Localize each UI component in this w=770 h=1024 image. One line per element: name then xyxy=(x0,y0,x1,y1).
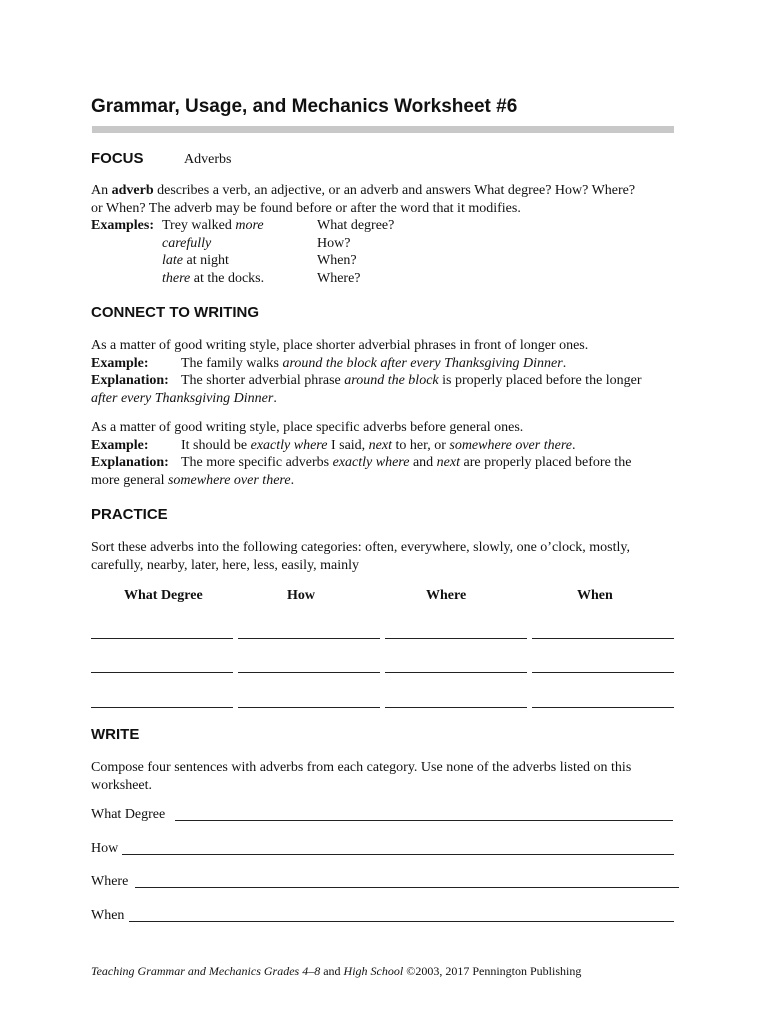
answer-blank[interactable] xyxy=(238,638,380,639)
focus-topic: Adverbs xyxy=(184,152,232,167)
adverb-term: adverb xyxy=(111,183,154,198)
column-heading-when: When xyxy=(577,588,613,603)
answer-blank[interactable] xyxy=(385,638,527,639)
write-prompt-label: When xyxy=(91,908,125,923)
intro-line-2: or When? The adverb may be found before or after the word that it modifies. xyxy=(91,200,521,216)
sentence-blank[interactable] xyxy=(129,921,674,922)
write-prompt-label: What Degree xyxy=(91,807,166,822)
practice-blank-row xyxy=(91,672,676,673)
answer-blank[interactable] xyxy=(532,707,674,708)
practice-line-1: Sort these adverbs into the following categories: often, everywhere, slowly, one o’clock, mostly, xyxy=(91,540,630,555)
example-sentence: It should be exactly where I said, next to her, or somewhere over there. xyxy=(181,437,576,453)
example-row: late at night xyxy=(162,253,229,268)
explanation-label: Explanation: xyxy=(91,373,169,388)
answer-blank[interactable] xyxy=(91,707,233,708)
write-line-2: worksheet. xyxy=(91,777,153,793)
answer-blank[interactable] xyxy=(385,672,527,673)
write-prompt-when xyxy=(91,907,679,925)
connect-rule-1: As a matter of good writing style, place shorter adverbial phrases in front of longer ones. xyxy=(91,338,589,353)
explanation-continued: after every Thanksgiving Dinner. xyxy=(91,390,277,406)
write-heading: WRITE xyxy=(91,726,140,743)
connect-rule-2: As a matter of good writing style, place specific adverbs before general ones. xyxy=(91,420,524,435)
practice-blank-row xyxy=(91,707,676,708)
answer-blank[interactable] xyxy=(91,672,233,673)
explanation-continued: more general somewhere over there. xyxy=(91,472,295,488)
answer-blank[interactable] xyxy=(91,638,233,639)
sentence-blank[interactable] xyxy=(175,820,673,821)
write-line-1: Compose four sentences with adverbs from each category. Use none of the adverbs listed on this xyxy=(91,760,632,775)
answer-blank[interactable] xyxy=(238,707,380,708)
example-question: What degree? xyxy=(317,218,395,233)
intro-line-1: An adverb describes a verb, an adjective, or an adverb and answers What degree? How? Where? xyxy=(91,183,636,198)
page-title: Grammar, Usage, and Mechanics Worksheet #6 xyxy=(91,96,518,117)
write-prompt-how xyxy=(91,840,679,858)
examples-label: Examples: xyxy=(91,218,154,233)
write-prompt-where xyxy=(91,873,679,891)
example-label: Example: xyxy=(91,437,149,453)
title-divider xyxy=(92,126,674,133)
sentence-blank[interactable] xyxy=(122,854,674,855)
explanation-sentence: The more specific adverbs exactly where and next are properly placed before the xyxy=(181,455,632,470)
answer-blank[interactable] xyxy=(385,707,527,708)
column-heading-what-degree: What Degree xyxy=(124,588,203,603)
connect-block-2 xyxy=(91,419,691,491)
connect-heading: CONNECT TO WRITING xyxy=(91,304,260,321)
write-prompt-label: How xyxy=(91,841,119,856)
example-label: Example: xyxy=(91,355,149,371)
sentence-blank[interactable] xyxy=(135,887,679,888)
write-instructions xyxy=(91,759,691,794)
column-heading-how: How xyxy=(287,588,315,603)
focus-label: FOCUS xyxy=(91,150,144,167)
practice-instructions xyxy=(91,539,691,574)
explanation-label: Explanation: xyxy=(91,455,169,470)
example-question: How? xyxy=(317,235,351,251)
connect-block-1 xyxy=(91,337,691,409)
example-sentence: The family walks around the block after every Thanksgiving Dinner. xyxy=(181,355,567,371)
page-footer: Teaching Grammar and Mechanics Grades 4–8 and High School ©2003, 2017 Pennington Publishing xyxy=(91,964,582,978)
write-prompt-what-degree xyxy=(91,806,679,824)
write-prompt-label: Where xyxy=(91,874,129,889)
practice-blank-row xyxy=(91,638,676,639)
practice-line-2: carefully, nearby, later, here, less, easily, mainly xyxy=(91,557,360,573)
practice-heading: PRACTICE xyxy=(91,506,168,523)
answer-blank[interactable] xyxy=(238,672,380,673)
example-question: When? xyxy=(317,253,357,268)
intro-paragraph xyxy=(91,182,691,217)
example-question: Where? xyxy=(317,270,361,286)
example-row: carefully xyxy=(162,235,212,251)
example-row: there at the docks. xyxy=(162,270,265,286)
answer-blank[interactable] xyxy=(532,638,674,639)
column-heading-where: Where xyxy=(426,588,467,603)
example-row: Trey walked more xyxy=(162,218,264,233)
explanation-sentence: The shorter adverbial phrase around the block is properly placed before the longer xyxy=(181,373,642,388)
examples-block xyxy=(91,217,691,289)
answer-blank[interactable] xyxy=(532,672,674,673)
